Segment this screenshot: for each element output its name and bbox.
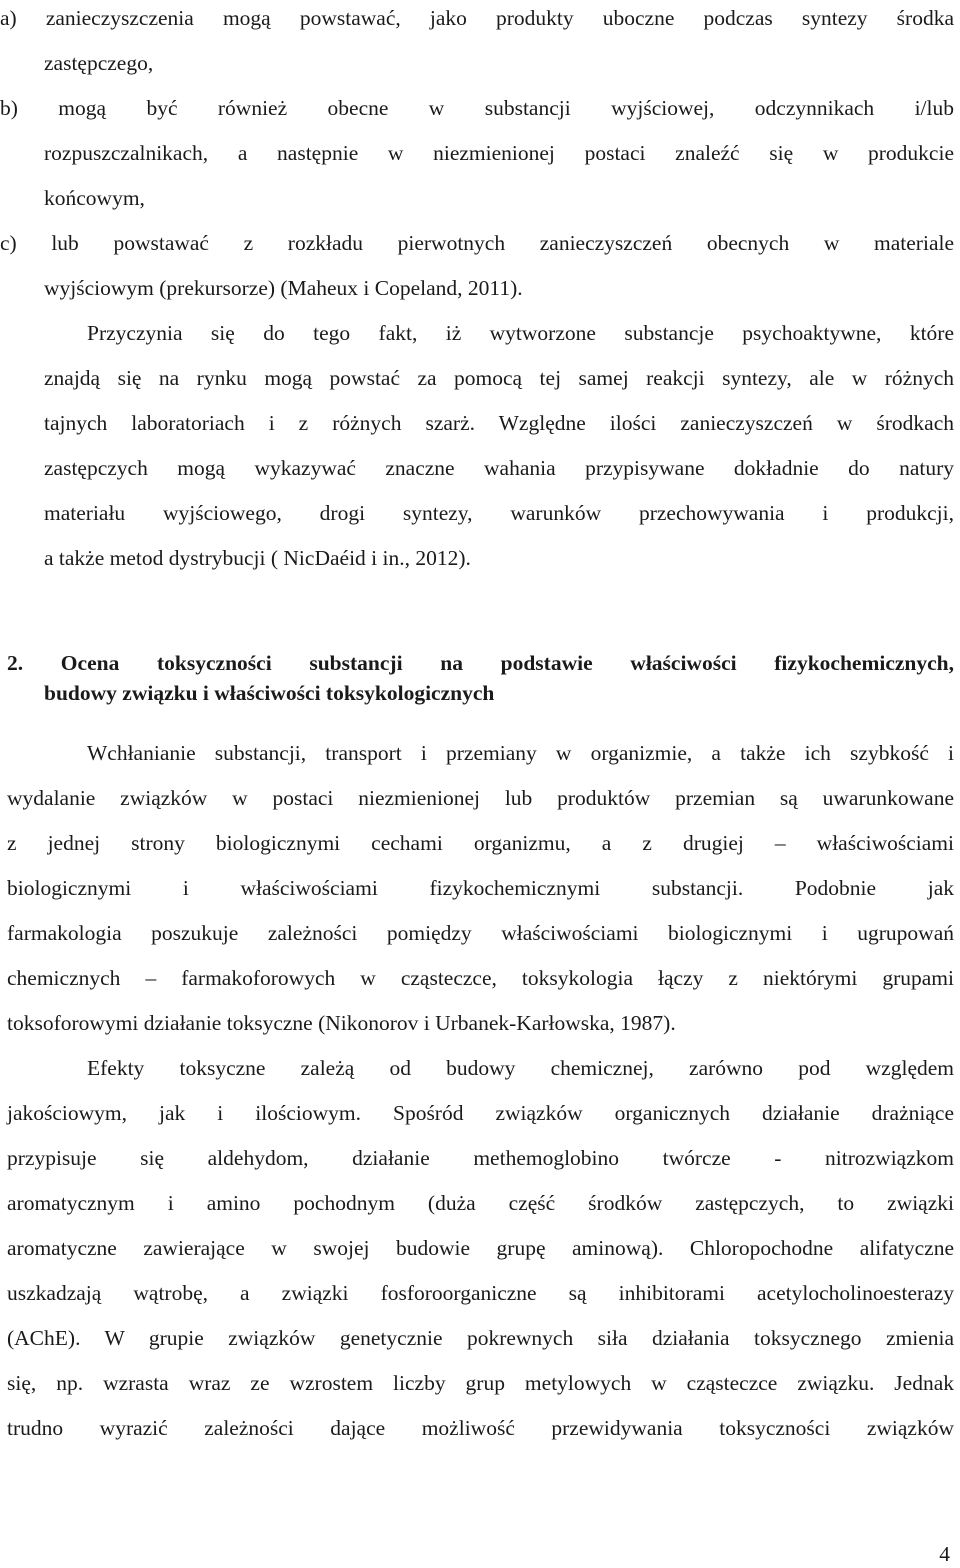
paragraph-3-line-2: jakościowym, jak i ilościowym. Spośród związków organicznych działanie drażniące (7, 1101, 954, 1125)
section-heading-line-2: budowy związku i właściwości toksykologicznych (44, 681, 495, 705)
paragraph-2-line-3: z jednej strony biologicznymi cechami organizmu, a z drugiej – właściwościami (7, 831, 954, 855)
paragraph-1-line-2: znajdą się na rynku mogą powstać za pomocą tej samej reakcji syntezy, ale w różnych (44, 366, 954, 390)
list-item-c-line-1: c) lub powstawać z rozkładu pierwotnych zanieczyszczeń obecnych w materiale (0, 231, 954, 255)
paragraph-2-line-5: farmakologia poszukuje zależności pomiędzy właściwościami biologicznymi i ugrupowań (7, 921, 954, 945)
paragraph-2-line-4: biologicznymi i właściwościami fizykochemicznymi substancji. Podobnie jak (7, 876, 954, 900)
paragraph-3-line-6: uszkadzają wątrobę, a związki fosforoorganiczne są inhibitorami acetylocholinoesterazy (7, 1281, 954, 1305)
paragraph-3-line-1: Efekty toksyczne zależą od budowy chemicznej, zarówno pod względem (87, 1056, 954, 1080)
paragraph-2-line-7: toksoforowymi działanie toksyczne (Nikonorov i Urbanek-Karłowska, 1987). (7, 1011, 676, 1035)
paragraph-2-line-6: chemicznych – farmakoforowych w cząsteczce, toksykologia łączy z niektórymi grupami (7, 966, 954, 990)
list-item-c-line-2: wyjściowym (prekursorze) (Maheux i Copeland, 2011). (44, 276, 523, 300)
paragraph-3-line-8: się, np. wzrasta wraz ze wzrostem liczby grup metylowych w cząsteczce związku. Jednak (7, 1371, 954, 1395)
paragraph-3-line-9: trudno wyrazić zależności dające możliwość przewidywania toksyczności związków (7, 1416, 954, 1440)
paragraph-1-line-5: materiału wyjściowego, drogi syntezy, warunków przechowywania i produkcji, (44, 501, 954, 525)
paragraph-2-line-2: wydalanie związków w postaci niezmienionej lub produktów przemian są uwarunkowane (7, 786, 954, 810)
list-item-b-line-2: rozpuszczalnikach, a następnie w niezmienionej postaci znaleźć się w produkcie (44, 141, 954, 165)
section-heading-line-1: 2. Ocena toksyczności substancji na podstawie właściwości fizykochemicznych, (7, 651, 954, 675)
paragraph-1-line-1: Przyczynia się do tego fakt, iż wytworzone substancje psychoaktywne, które (87, 321, 954, 345)
paragraph-2-line-1: Wchłanianie substancji, transport i przemiany w organizmie, a także ich szybkość i (87, 741, 954, 765)
paragraph-1-line-4: zastępczych mogą wykazywać znaczne wahania przypisywane dokładnie do natury (44, 456, 954, 480)
list-item-b-line-3: końcowym, (44, 186, 145, 210)
list-item-a-line-2: zastępczego, (44, 51, 154, 75)
list-item-a-line-1: a) zanieczyszczenia mogą powstawać, jako produkty uboczne podczas syntezy środka (0, 6, 954, 30)
paragraph-3-line-3: przypisuje się aldehydom, działanie methemoglobino twórcze - nitrozwiązkom (7, 1146, 954, 1170)
paragraph-3-line-4: aromatycznym i amino pochodnym (duża część środków zastępczych, to związki (7, 1191, 954, 1215)
paragraph-3-line-7: (AChE). W grupie związków genetycznie pokrewnych siła działania toksycznego zmienia (7, 1326, 954, 1350)
page-number: 4 (939, 1542, 950, 1566)
paragraph-1-line-6: a także metod dystrybucji ( NicDaéid i in., 2012). (44, 546, 471, 570)
list-item-b-line-1: b) mogą być również obecne w substancji wyjściowej, odczynnikach i/lub (0, 96, 954, 120)
paragraph-3-line-5: aromatyczne zawierające w swojej budowie grupę aminową). Chloropochodne alifatyczne (7, 1236, 954, 1260)
paragraph-1-line-3: tajnych laboratoriach i z różnych szarż. Względne ilości zanieczyszczeń w środkach (44, 411, 954, 435)
